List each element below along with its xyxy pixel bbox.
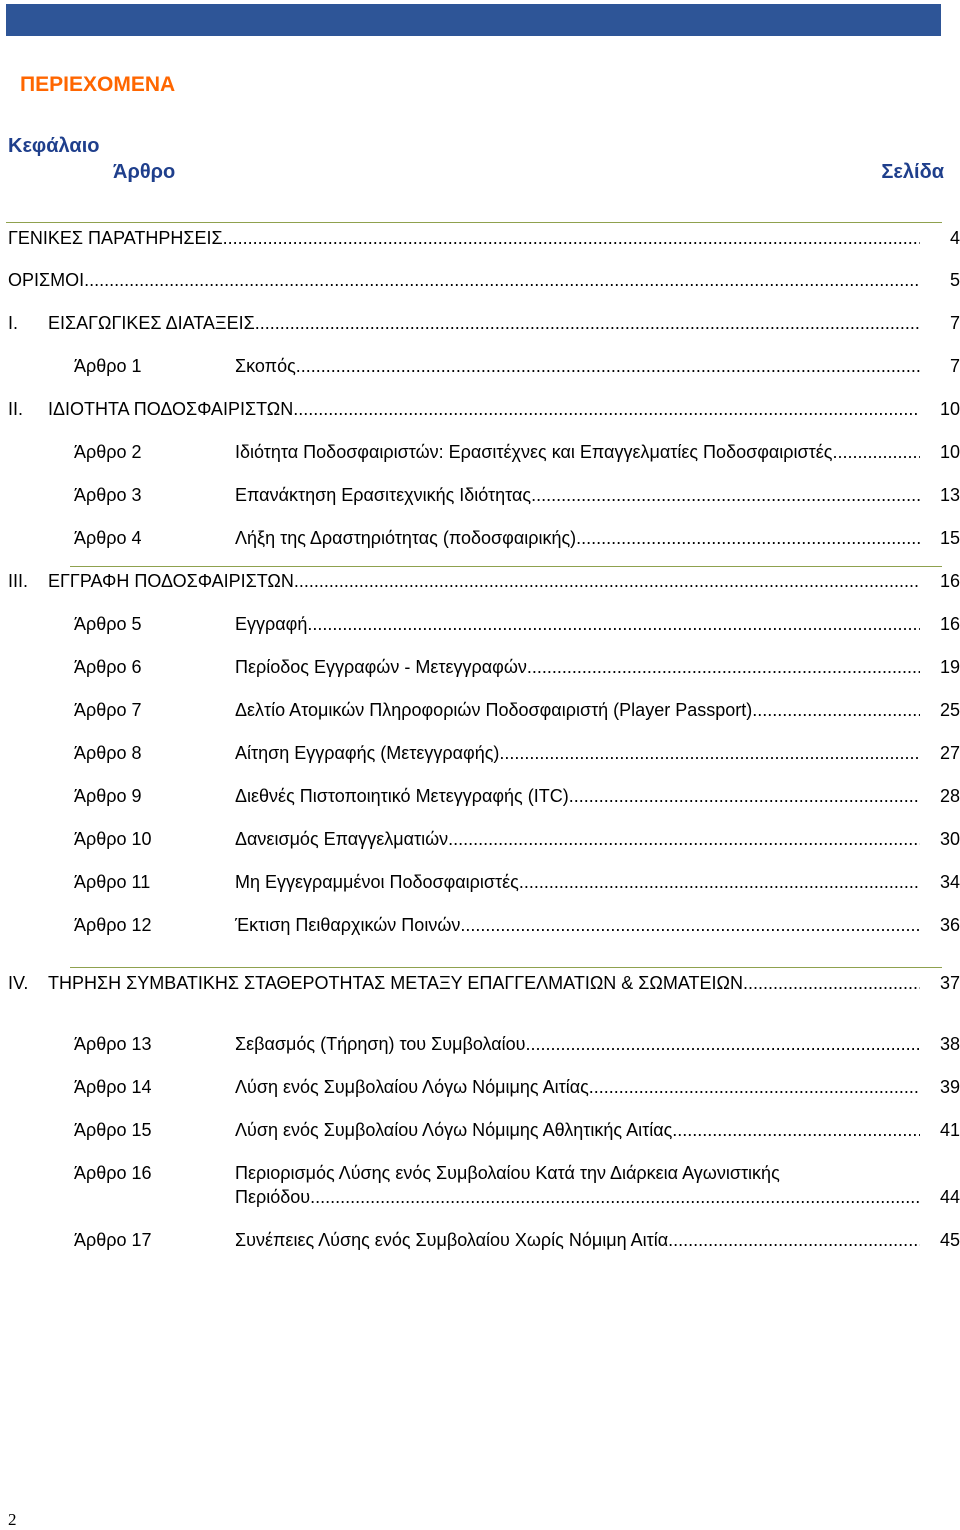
toc-entry-title: Λήξη της Δραστηριότητας (ποδοσφαιρικής) — [235, 528, 577, 548]
toc-entry-number: Άρθρο 9 — [74, 786, 142, 806]
toc-entry-title: Λύση ενός Συμβολαίου Λόγω Νόμιμης Αιτίας — [235, 1077, 589, 1097]
rule-section-3 — [70, 566, 942, 567]
toc-entry-page: 36 — [939, 915, 960, 935]
toc-entry-page: 15 — [939, 528, 960, 548]
toc-entry-number: Άρθρο 15 — [74, 1120, 152, 1140]
toc-entry-title: Συνέπειες Λύσης ενός Συμβολαίου Χωρίς Νόμιμη Αιτία — [235, 1230, 669, 1250]
toc-entry-title: Δελτίο Ατομικών Πληροφοριών Ποδοσφαιριστή (Player Passport) — [235, 700, 753, 720]
toc-entry-title: ΟΡΙΣΜΟΙ — [8, 270, 85, 290]
toc-entry-page: 13 — [939, 485, 960, 505]
toc-entry-number: Άρθρο 3 — [74, 485, 142, 505]
toc-entry-article-16[interactable] — [74, 1161, 960, 1185]
toc-entry-article-12[interactable] — [74, 913, 960, 937]
toc-entry-number: Άρθρο 17 — [74, 1230, 152, 1250]
toc-entry-title: Μη Εγγεγραμμένοι Ποδοσφαιριστές — [235, 872, 519, 892]
toc-entry-title: Ιδιότητα Ποδοσφαιριστών: Ερασιτέχνες και Επαγγελματίες Ποδοσφαιριστές. — [235, 442, 838, 462]
toc-entry-page: 39 — [939, 1077, 960, 1097]
toc-entry-title: ΕΙΣΑΓΩΓΙΚΕΣ ΔΙΑΤΑΞΕΙΣ — [48, 313, 255, 333]
toc-entry-title: Σεβασμός (Τήρηση) του Συμβολαίου — [235, 1034, 526, 1054]
toc-entry-page: 7 — [949, 356, 960, 376]
toc-entry-article-14[interactable] — [74, 1075, 960, 1099]
toc-entry-article-10[interactable] — [74, 827, 960, 851]
toc-entry-title: Έκτιση Πειθαρχικών Ποινών — [235, 915, 461, 935]
toc-entry-chapter-4[interactable] — [8, 971, 960, 995]
toc-entry-number: Άρθρο 1 — [74, 356, 142, 376]
toc-title: ΠΕΡΙΕΧΟΜΕΝΑ — [20, 73, 176, 96]
toc-entry-article-9[interactable] — [74, 784, 960, 808]
toc-entry-article-5[interactable] — [74, 612, 960, 636]
toc-entry-number: Άρθρο 2 — [74, 442, 142, 462]
toc-entry-title: Λύση ενός Συμβολαίου Λόγω Νόμιμης Αθλητικής Αιτίας — [235, 1120, 673, 1140]
toc-entry-number: Άρθρο 5 — [74, 614, 142, 634]
toc-entry-article-17[interactable] — [74, 1228, 960, 1252]
toc-entry-page: 4 — [949, 228, 960, 248]
toc-entry-number: II. — [8, 399, 24, 419]
toc-entry-definitions[interactable] — [8, 268, 960, 292]
toc-entry-page: 5 — [949, 270, 960, 290]
toc-entry-chapter-1[interactable] — [8, 311, 960, 335]
toc-entry-article-6[interactable] — [74, 655, 960, 679]
toc-entry-page: 34 — [939, 872, 960, 892]
toc-entry-title: ΙΔΙΟΤΗΤΑ ΠΟΔΟΣΦΑΙΡΙΣΤΩΝ — [48, 399, 294, 419]
toc-entry-title: ΕΓΓΡΑΦΗ ΠΟΔΟΣΦΑΙΡΙΣΤΩΝ — [48, 571, 294, 591]
toc-entry-page: 44 — [939, 1187, 960, 1207]
toc-entry-number: Άρθρο 16 — [74, 1163, 152, 1183]
toc-entry-page: 25 — [939, 700, 960, 720]
toc-entry-title: ΤΗΡΗΣΗ ΣΥΜΒΑΤΙΚΗΣ ΣΤΑΘΕΡΟΤΗΤΑΣ ΜΕΤΑΞΥ ΕΠΑΓΓΕΛΜΑΤΙΩΝ & ΣΩΜΑΤΕΙΩΝ — [48, 973, 744, 993]
toc-entry-chapter-2[interactable] — [8, 397, 960, 421]
toc-entry-article-8[interactable] — [74, 741, 960, 765]
toc-entry-number: I. — [8, 313, 19, 333]
toc-entry-page: 16 — [939, 614, 960, 634]
toc-entry-article-11[interactable] — [74, 870, 960, 894]
toc-entry-title: Σκοπός — [235, 356, 296, 376]
toc-entry-article-7[interactable] — [74, 698, 960, 722]
toc-entry-page: 27 — [939, 743, 960, 763]
toc-entry-page: 28 — [939, 786, 960, 806]
toc-entry-article-13[interactable] — [74, 1032, 960, 1056]
toc-entry-page: 45 — [939, 1230, 960, 1250]
toc-entry-title: Επανάκτηση Ερασιτεχνικής Ιδιότητας — [235, 485, 532, 505]
toc-entry-title: Περίοδος Εγγραφών - Μετεγγραφών — [235, 657, 527, 677]
toc-entry-title: Διεθνές Πιστοποιητικό Μετεγγραφής (ITC) — [235, 786, 569, 806]
toc-entry-page: 30 — [939, 829, 960, 849]
toc-entry-title-continued: Περιόδου — [235, 1187, 311, 1207]
toc-entry-article-4[interactable] — [74, 526, 960, 550]
toc-entry-title: ΓΕΝΙΚΕΣ ΠΑΡΑΤΗΡΗΣΕΙΣ — [8, 228, 223, 248]
toc-entry-general[interactable] — [8, 226, 960, 250]
column-header-article: Άρθρο — [113, 161, 176, 183]
toc-entry-number: Άρθρο 8 — [74, 743, 142, 763]
toc-entry-title: Εγγραφή — [235, 614, 308, 634]
toc-entry-page: 10 — [939, 442, 960, 462]
rule-section-4 — [70, 967, 942, 968]
toc-entry-number: Άρθρο 14 — [74, 1077, 152, 1097]
toc-entry-number: Άρθρο 10 — [74, 829, 152, 849]
header-band — [6, 4, 941, 36]
toc-entry-number: Άρθρο 4 — [74, 528, 142, 548]
toc-entry-number: Άρθρο 7 — [74, 700, 142, 720]
toc-entry-number: Άρθρο 6 — [74, 657, 142, 677]
toc-entry-number: IV. — [8, 973, 29, 993]
toc-entry-article-1[interactable] — [74, 354, 960, 378]
toc-entry-number: Άρθρο 13 — [74, 1034, 152, 1054]
toc-entry-number: III. — [8, 571, 29, 591]
toc-entry-article-3[interactable] — [74, 483, 960, 507]
toc-entry-page: 38 — [939, 1034, 960, 1054]
toc-entry-page: 37 — [939, 973, 960, 993]
toc-entry-page: 16 — [939, 571, 960, 591]
toc-entry-title: Περιορισμός Λύσης ενός Συμβολαίου Κατά την Διάρκεια Αγωνιστικής — [235, 1163, 780, 1183]
toc-entry-number: Άρθρο 12 — [74, 915, 152, 935]
toc-entry-title: Δανεισμός Επαγγελματιών — [235, 829, 449, 849]
toc-entry-page: 41 — [939, 1120, 960, 1140]
toc-entry-number: Άρθρο 11 — [74, 872, 151, 892]
toc-entry-title: Αίτηση Εγγραφής (Μετεγγραφής) — [235, 743, 500, 763]
toc-entry-chapter-3[interactable] — [8, 569, 960, 593]
toc-entry-page: 19 — [939, 657, 960, 677]
page-number: 2 — [8, 1510, 17, 1529]
toc-entry-article-15[interactable] — [74, 1118, 960, 1142]
toc-entry-article-2[interactable] — [74, 440, 960, 464]
column-header-chapter: Κεφάλαιο — [8, 135, 100, 157]
rule-top — [6, 222, 942, 223]
toc-entry-page: 10 — [939, 399, 960, 419]
column-header-page: Σελίδα — [881, 161, 944, 183]
toc-entry-page: 7 — [949, 313, 960, 333]
toc-entry-article-16-cont[interactable] — [74, 1185, 960, 1209]
